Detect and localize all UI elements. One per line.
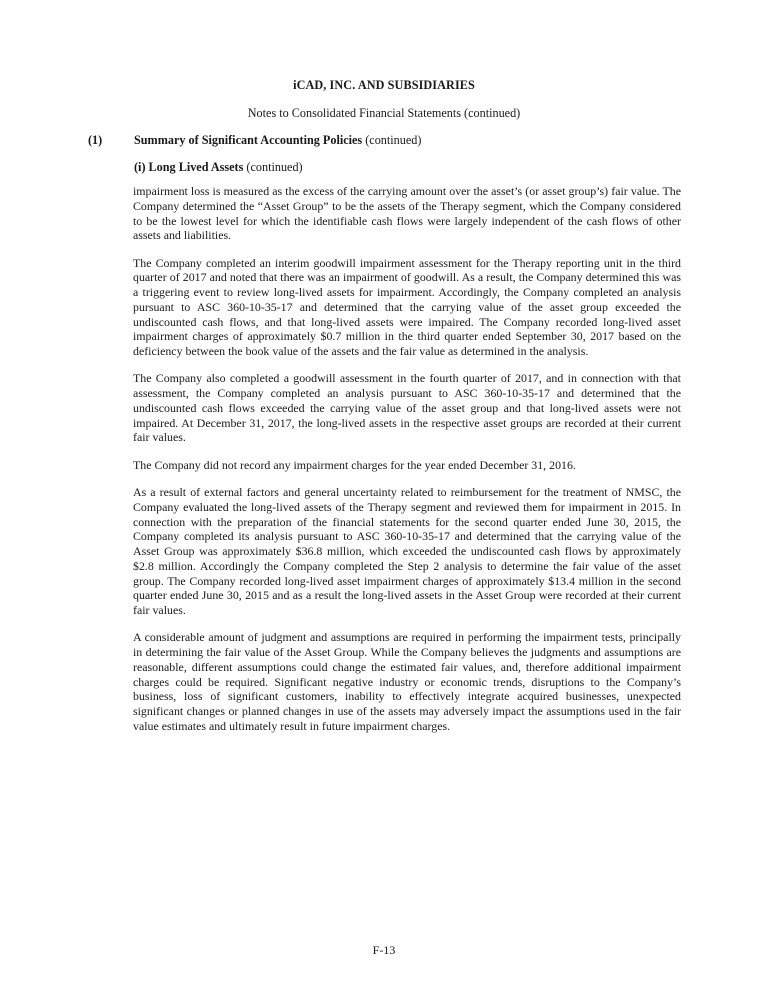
subsection-title: (i) Long Lived Assets [134,160,244,174]
section-number: (1) [88,133,103,147]
paragraph: The Company also completed a goodwill assessment in the fourth quarter of 2017, and in connection with that assessment, the Company completed an analysis pursuant to ASC 360-10-35-17 and determined that the undiscounted cash flows exceeded the carrying value of the asset group and that long-lived assets were not impaired. At December 31, 2017, the long-lived assets in the respective asset groups are recorded at their current fair values. [133,371,681,445]
paragraph: impairment loss is measured as the excess of the carrying amount over the asset’s (or asset group’s) fair value. The Company determined the “Asset Group” to be the assets of the Therapy segment, which the Company considered to be the lowest level for which the identifiable cash flows were largely independent of the cash flows of other assets and liabilities. [133,184,681,243]
paragraph: The Company completed an interim goodwill impairment assessment for the Therapy reporting unit in the third quarter of 2017 and noted that there was an impairment of goodwill. As a result, the Company determined this was a triggering event to review long-lived assets for impairment. Accordingly, the Company completed an analysis pursuant to ASC 360-10-35-17 and determined that the carrying value of the asset group exceeded the undiscounted cash flows, and that long-lived assets were impaired. The Company recorded long-lived asset impairment charges of approximately $0.7 million in the third quarter ended September 30, 2017 based on the deficiency between the book value of the assets and the fair value as determined in the analysis. [133,255,681,359]
paragraph: A considerable amount of judgment and assumptions are required in performing the impairment tests, principally in determining the fair value of the Asset Group. While the Company believes the judgments and assumptions are reasonable, different assumptions could change the estimated fair values, and, therefore additional impairment charges could be required. Significant negative industry or economic trends, disruptions to the Company’s business, loss of significant customers, inability to effectively integrate acquired businesses, unexpected significant changes or planned changes in use of the assets may adversely impact the assumptions used in the fair value estimates and ultimately result in future impairment charges. [133,630,681,733]
company-title: iCAD, INC. AND SUBSIDIARIES [293,78,475,92]
page-number: F-13 [372,943,396,957]
paragraph: The Company did not record any impairment charges for the year ended December 31, 2016. [133,457,576,472]
paragraph: As a result of external factors and general uncertainty related to reimbursement for the treatment of NMSC, the Company evaluated the long-lived assets of the Therapy segment and reviewed them for impairment in 2015. In connection with the preparation of the financial statements for the second quarter ended June 30, 2015, the Company completed its analysis pursuant to ASC 360-10-35-17 and determined that the carrying value of the Asset Group was approximately $36.8 million, which exceeded the undiscounted cash flows by approximately $2.8 million. Accordingly the Company completed the Step 2 analysis to determine the fair value of the asset group. The Company recorded long-lived asset impairment charges of approximately $13.4 million in the second quarter ended June 30, 2015 and as a result the long-lived assets in the Asset Group were recorded at their current fair values. [133,485,681,618]
subsection-heading [134,160,303,175]
subsection-suffix: (continued) [243,160,303,174]
document-subtitle: Notes to Consolidated Financial Statements (continued) [247,106,521,120]
section-title: Summary of Significant Accounting Policies [134,133,363,147]
section-heading [88,133,421,148]
body-text [133,184,681,746]
section-suffix: (continued) [362,133,422,147]
